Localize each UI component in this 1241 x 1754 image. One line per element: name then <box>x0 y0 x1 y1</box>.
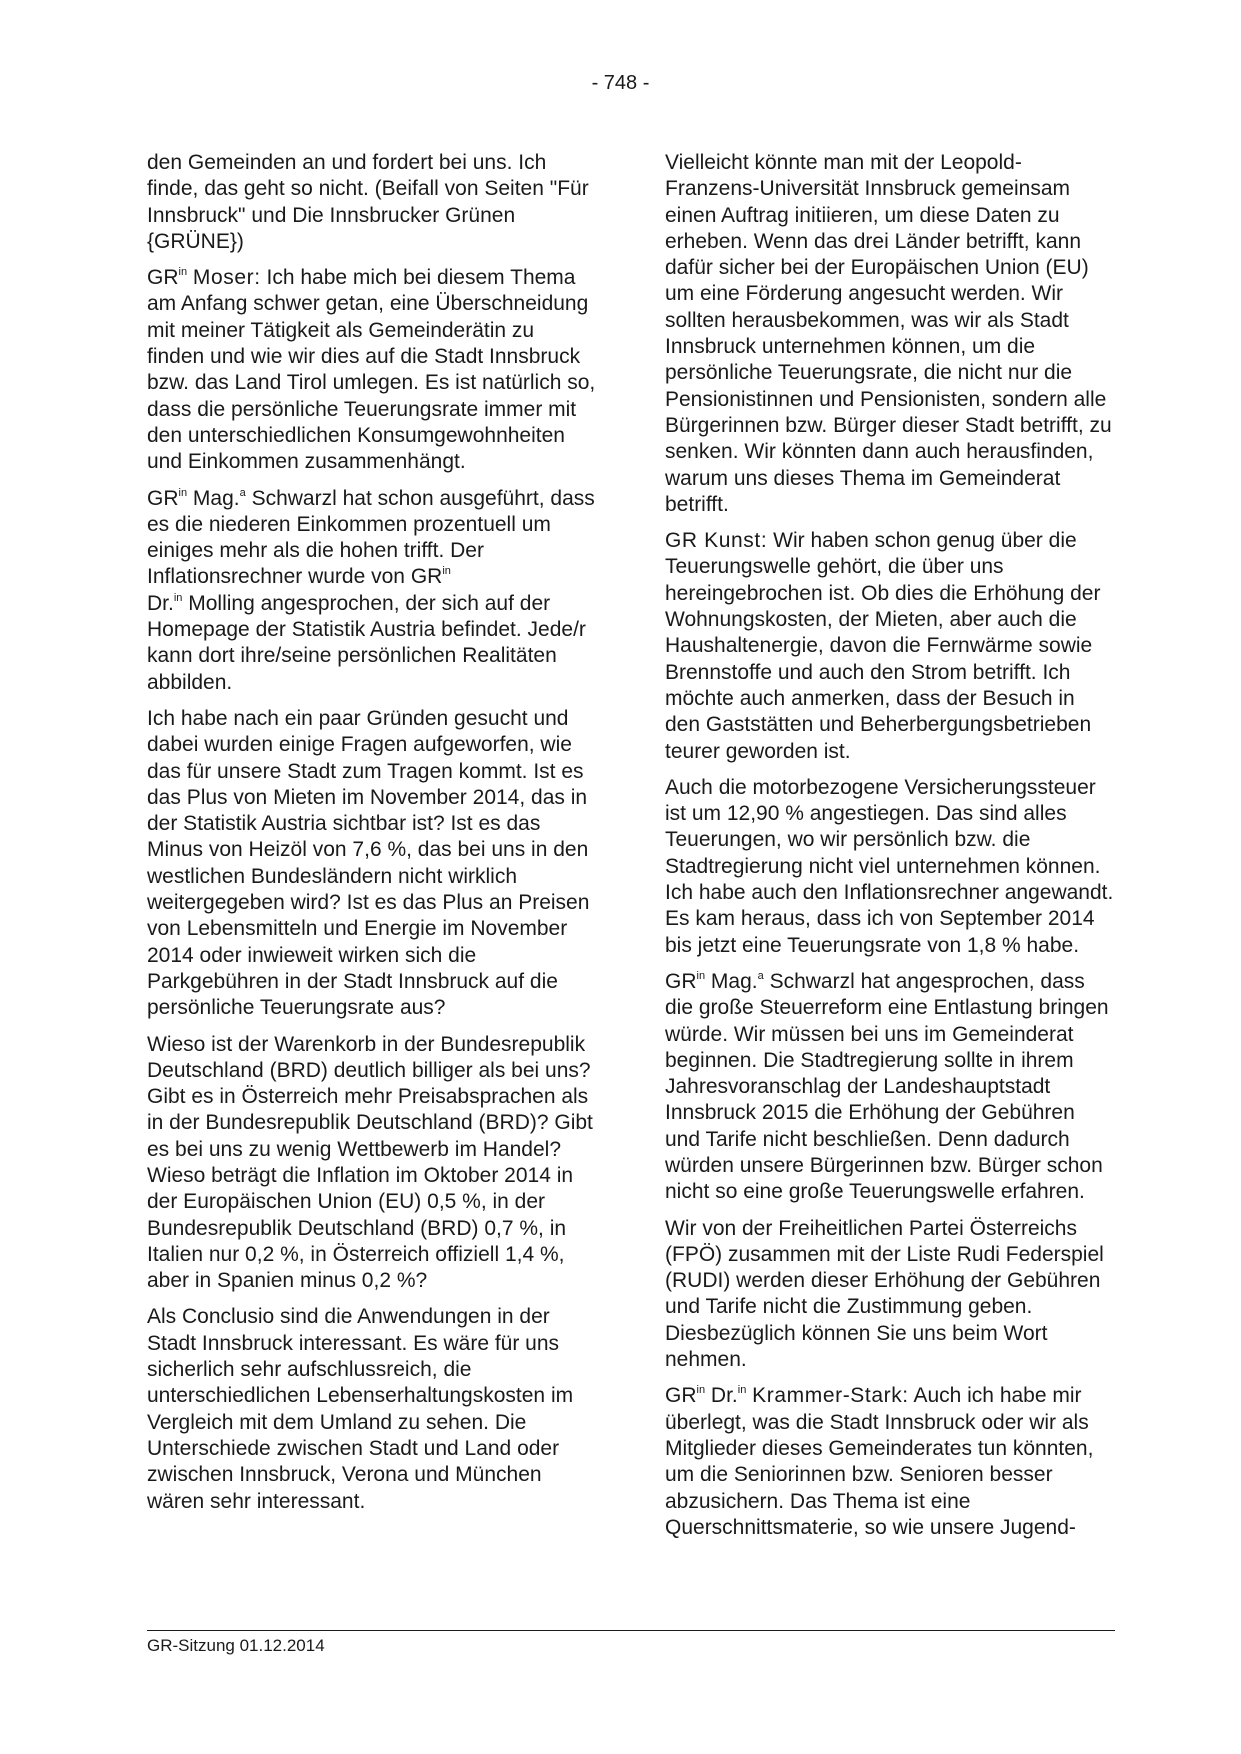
right-column <box>665 150 1115 1551</box>
speaker-title: GR <box>665 1384 697 1408</box>
speaker-title: GR <box>410 565 443 589</box>
academic-title: Mag. <box>192 486 240 510</box>
paragraph-text: Molling angesprochen, der sich auf der Homepage der Statistik Austria befindet. Jede/r kann dort ihre/seine persönlichen Realitäten abbilden. <box>147 591 586 694</box>
superscript: in <box>442 565 451 578</box>
speaker-name: GR Kunst: <box>665 529 768 553</box>
superscript: in <box>737 1384 747 1397</box>
paragraph: den Gemeinden an und fordert bei uns. Ich finde, das geht so nicht. (Beifall von Seiten "Für Innsbruck" und Die Innsbrucker Grünen {GRÜNE}) <box>147 151 589 253</box>
page-number: - 748 - <box>591 72 650 94</box>
superscript: in <box>173 591 183 604</box>
speaker-title: GR <box>147 486 179 510</box>
paragraph: Auch die motorbezogene Versicherungssteuer ist um 12,90 % angestiegen. Das sind alles Teuerungen, wo wir persönlich bzw. die Stadtregierung nicht viel unternehmen können. Ich habe auch den Inflationsrechner angewandt. Es kam heraus, dass ich von September 2014 bis jetzt eine Teuerungsrate von 1,8 % habe. <box>665 775 1114 957</box>
speaker-name: Moser: <box>192 266 261 290</box>
footer-divider <box>147 1630 1115 1631</box>
academic-title: Dr. <box>147 591 174 615</box>
paragraph-text: Schwarzl hat schon ausgeführt, dass es die niederen Einkommen prozentuell um einiges mehr als die hohen trifft. Der Inflationsrechner wurde von <box>147 486 595 589</box>
superscript: a <box>239 486 246 499</box>
superscript: in <box>696 969 706 982</box>
paragraph: Wir von der Freiheitlichen Partei Österreichs (FPÖ) zusammen mit der Liste Rudi Federspiel (RUDI) werden dieser Erhöhung der Gebühren und Tarife nicht die Zustimmung geben. Diesbezüglich können Sie uns beim Wort nehmen. <box>665 1216 1104 1372</box>
speaker-title: GR <box>665 969 697 993</box>
speaker-title: GR <box>147 266 179 290</box>
superscript: in <box>696 1384 706 1397</box>
paragraph-text: Wir haben schon genug über die Teuerungswelle gehört, die über uns hereingebrochen ist. Ob dies die Erhöhung der Wohnungskosten, der Mieten, aber auch die Haushaltenergie, davon die Fernwärme sowie Brennstoffe und auch den Strom betrifft. Ich möchte auch anmerken, dass der Besuch in den Gaststätten und Beherbergungsbetrieben teurer geworden ist. <box>665 529 1101 763</box>
paragraph-text: Ich habe mich bei diesem Thema am Anfang schwer getan, eine Überschneidung mit meiner Tätigkeit als Gemeinderätin zu finden und wie wir dies auf die Stadt Innsbruck bzw. das Land Tirol umlegen. Es ist natürlich so, dass die persönliche Teuerungsrate immer mit den unterschiedlichen Konsumgewohnheiten und Einkommen zusammenhängt. <box>147 266 596 474</box>
paragraph-text: Schwarzl hat angesprochen, dass die große Steuerreform eine Entlastung bringen würde. Wir müssen bei uns im Gemeinderat beginnen. Die Stadtregierung sollte in ihrem Jahresvoranschlag der Landeshauptstadt Innsbruck 2015 die Erhöhung der Gebühren und Tarife nicht beschließen. Denn dadurch würden unsere Bürgerinnen bzw. Bürger schon nicht so eine große Teuerungswelle erfahren. <box>665 969 1109 1204</box>
left-column <box>147 150 597 1525</box>
academic-title: Dr. <box>710 1384 738 1408</box>
superscript: in <box>178 486 188 499</box>
paragraph: Als Conclusio sind die Anwendungen in der Stadt Innsbruck interessant. Es wäre für uns sicherlich sehr aufschlussreich, die unterschiedlichen Lebenserhaltungskosten im Vergleich mit dem Umland zu sehen. Die Unterschiede zwischen Stadt und Land oder zwischen Innsbruck, Verona und München wären sehr interessant. <box>147 1305 574 1513</box>
paragraph-text: Auch ich habe mir überlegt, was die Stadt Innsbruck oder wir als Mitglieder dieses Gemeinderates tun könnten, um die Seniorinnen bzw. Senioren besser abzusichern. Das Thema ist eine Querschnittsmaterie, so wie unsere Jugend- <box>665 1384 1094 1539</box>
superscript: a <box>757 969 764 982</box>
paragraph-speaker-krammer-stark <box>665 1383 1115 1541</box>
paragraph-schwarzl-ref <box>665 969 1115 1206</box>
footer-session: GR-Sitzung 01.12.2014 <box>147 1636 325 1655</box>
paragraph-speaker-kunst <box>665 528 1115 765</box>
paragraph: Wieso ist der Warenkorb in der Bundesrepublik Deutschland (BRD) deutlich billiger als bei uns? Gibt es in Österreich mehr Preisabsprachen als in der Bundesrepublik Deutschland (BRD)? Gibt es bei uns zu wenig Wettbewerb im Handel? Wieso beträgt die Inflation im Oktober 2014 in der Europäischen Union (EU) 0,5 %, in der Bundesrepublik Deutschland (BRD) 0,7 %, in Italien nur 0,2 %, in Österreich offiziell 1,4 %, aber in Spanien minus 0,2 %? <box>147 1032 593 1293</box>
paragraph: Vielleicht könnte man mit der Leopold-Franzens-Universität Innsbruck gemeinsam einen Auftrag initiieren, um diese Daten zu erheben. Wenn das drei Länder betrifft, kann dafür sicher bei der Europäischen Union (EU) um eine Förderung angesucht werden. Wir sollten herausbekommen, was wir als Stadt Innsbruck unternehmen können, um die persönliche Teuerungsrate, die nicht nur die Pensionistinnen und Pensionisten, sondern alle Bürgerinnen bzw. Bürger dieser Stadt betrifft, zu senken. Wir könnten dann auch herausfinden, warum uns dieses Thema im Gemeinderat betrifft. <box>665 151 1112 516</box>
academic-title: Mag. <box>710 969 758 993</box>
speaker-name: Krammer-Stark: <box>752 1384 909 1408</box>
paragraph: Ich habe nach ein paar Gründen gesucht und dabei wurden einige Fragen aufgeworfen, wie das für unsere Stadt zum Tragen kommt. Ist es das Plus von Mieten im November 2014, das in der Statistik Austria sichtbar ist? Ist es das Minus von Heizöl von 7,6 %, das bei uns in den westlichen Bundesländern nicht wirklich weitergegeben wird? Ist es das Plus an Preisen von Lebensmitteln und Energie im November 2014 oder inwieweit wirken sich die Parkgebühren in der Stadt Innsbruck auf die persönliche Teuerungsrate aus? <box>147 706 590 1020</box>
superscript: in <box>178 266 188 279</box>
paragraph-speaker-moser <box>147 265 597 475</box>
paragraph-schwarzl-ref <box>147 486 597 696</box>
